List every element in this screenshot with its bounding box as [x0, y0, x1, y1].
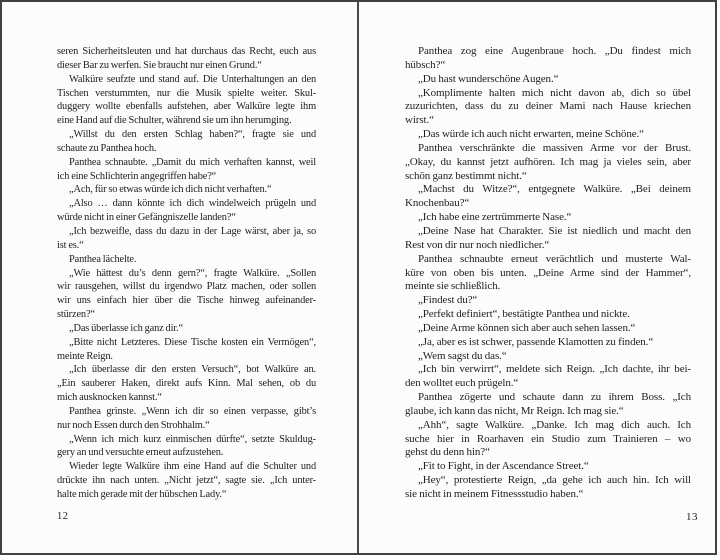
text-line: drückte ihn nach unten. „Nicht jetzt“, sagte sie. „Ich unter-: [57, 475, 316, 487]
text-line: duggery wollte ebenfalls aufstehen, aber Walküre legte ihm: [57, 101, 316, 113]
text-line: „Du hast wunderschöne Augen.“: [418, 72, 559, 85]
text-line: wir rausgehen, willst du irgendwo Platz machen, oder sollen: [57, 281, 316, 293]
text-line: nur noch Essen durch den Strohhalm.“: [57, 419, 210, 431]
text-line: meinte Reign.: [57, 350, 113, 362]
text-line: „Hey“, protestierte Reign, „da gehe ich auch hin. Ich will: [418, 474, 691, 487]
text-line: seren Sicherheitsleuten und hat durchaus das Recht, euch aus: [57, 46, 316, 57]
text-line: „Perfekt definiert“, bestätigte Panthea und nickte.: [418, 308, 630, 321]
text-line: Panthea schnaubte. „Damit du mich verhaften kannst, weil: [69, 156, 316, 168]
text-line: „Also … dann könnte ich dich windelweich prügeln und: [69, 198, 316, 210]
text-line: gehst du denn hin?“: [405, 446, 490, 459]
text-line: schön ganz bestimmt nicht.“: [405, 169, 527, 182]
page-right-text: [405, 45, 691, 502]
page-left-text: [57, 45, 316, 502]
text-line: „Wie hättest du’s denn gern?“, fragte Walküre. „Sollen: [69, 267, 316, 279]
text-line: „Deine Nase hat Charakter. Sie ist niedlich und macht den: [418, 224, 691, 237]
text-line: gery an und versuchte erneut aufzustehen.: [57, 447, 224, 459]
text-line: „Fit to Fight, in der Ascendance Street.“: [418, 460, 589, 473]
text-line: stürzen?“: [57, 309, 95, 321]
text-line: Walküre seufzte und stand auf. Die Unterhaltungen an den: [69, 73, 316, 85]
page-number-left: 12: [57, 511, 69, 522]
page-number-right: 13: [686, 511, 698, 523]
text-line: dieser Bar zu werfen. Sie braucht nur einen Grund.“: [57, 59, 262, 71]
text-line: suche hier in Roarhaven ein Studio zum Trainieren – wo: [405, 432, 691, 445]
text-line: Panthea schnaubte erneut verächtlich und musterte Wal-: [418, 252, 691, 265]
text-line: „Ich bezweifle, dass du dazu in der Lage wärst, aber ja, so: [69, 225, 316, 237]
page-left: [2, 2, 357, 553]
text-line: „Findest du?“: [418, 294, 478, 307]
text-line: Knochenbau?“: [405, 197, 470, 210]
text-line: Tischen verstummten, nur die Musik spielte weiter. Skul-: [57, 87, 316, 99]
text-line: „Deine Arme können sich aber auch sehen lassen.“: [418, 321, 636, 334]
text-line: „Ahh“, sagte Walküre. „Danke. Ich mag dich auch. Ich: [418, 418, 691, 431]
text-line: „Okay, du kannst jetzt aufhören. Ich mag ja vieles sein, aber: [405, 155, 691, 168]
text-line: ich eine Schlichterin angegriffen habe?“: [57, 170, 217, 182]
text-line: „Ach, für so etwas würde ich dich nicht verhaften.“: [69, 184, 272, 196]
text-line: eine Hand auf die Schulter, während sie um ihn herumging.: [57, 115, 292, 127]
text-line: Wieder legte Walküre ihm eine Hand auf die Schulter und: [69, 461, 316, 473]
text-line: hübsch?“: [405, 58, 446, 71]
text-line: „Ja, aber es ist schwer, passende Klamotten zu finden.“: [418, 335, 654, 348]
text-line: „Komplimente halten mich nicht davon ab, dich so übel: [418, 86, 691, 99]
text-line: „Das überlasse ich ganz dir.“: [69, 322, 183, 334]
text-line: sie nicht in meinem Fitnessstudio haben.“: [405, 488, 584, 500]
text-line: „Wenn ich mich kurz einmischen dürfte“, setzte Skuldug-: [69, 433, 316, 445]
text-line: Panthea zögerte und schaute dann zu ihrem Boss. „Ich: [418, 391, 691, 404]
text-line: „Machst du Witze?“, entgegnete Walküre. „Bei deinem: [418, 183, 691, 196]
text-line: Panthea lächelte.: [69, 253, 137, 265]
text-line: Panthea verschränkte die massiven Arme vor der Brust.: [418, 141, 691, 154]
text-line: schaute zu Panthea hoch.: [57, 142, 157, 154]
text-line: Rest von dir nur noch niedlicher.“: [405, 238, 550, 251]
text-line: „Ich bin verwirrt“, meldete sich Reign. „Ich dachte, ihr bei-: [418, 363, 691, 376]
text-line: „Ich überlasse dir den ersten Versuch“, bot Walküre an.: [69, 364, 316, 376]
text-line: „Das würde ich auch nicht erwarten, meine Schöne.“: [418, 128, 644, 141]
text-line: Panthea grinste. „Wenn ich dir so einen verpasse, gibt’s: [69, 405, 316, 417]
text-line: meinte sie schließlich.: [405, 280, 501, 293]
text-line: mich ausknocken kannst.“: [57, 392, 162, 404]
text-line: zuzurichten, dass du zu deiner Mami nach Hause kriechen: [405, 100, 691, 113]
text-line: „Ein sauberer Haken, direkt aufs Kinn. Mal sehen, ob du: [57, 378, 316, 390]
text-line: halte mich gerade mit der hübschen Lady.“: [57, 489, 227, 500]
text-line: würde nicht in einer Gefängniszelle landen?“: [57, 212, 236, 224]
text-line: wir uns einfach hier über die Tische hinweg aufeinander-: [57, 295, 316, 307]
text-line: küre von oben bis unten. „Deine Arme sind der Hammer“,: [405, 266, 691, 279]
text-line: den wolltet euch prügeln.“: [405, 377, 519, 390]
text-line: glaube, ich kann das nicht, Mr Reign. Ich mag sie.“: [405, 404, 624, 417]
text-line: wirst.“: [405, 114, 434, 127]
text-line: ist es.“: [57, 239, 84, 251]
text-line: „Wem sagst du das.“: [418, 349, 507, 362]
page-right: [359, 2, 715, 553]
text-line: Panthea zog eine Augenbraue hoch. „Du findest mich: [418, 45, 691, 57]
text-line: „Willst du den ersten Schlag haben?“, fragte sie und: [69, 129, 316, 141]
text-line: „Bitte nicht Letzteres. Diese Tische kosten ein Vermögen“,: [69, 336, 316, 348]
text-line: „Ich habe eine zertrümmerte Nase.“: [418, 211, 572, 224]
